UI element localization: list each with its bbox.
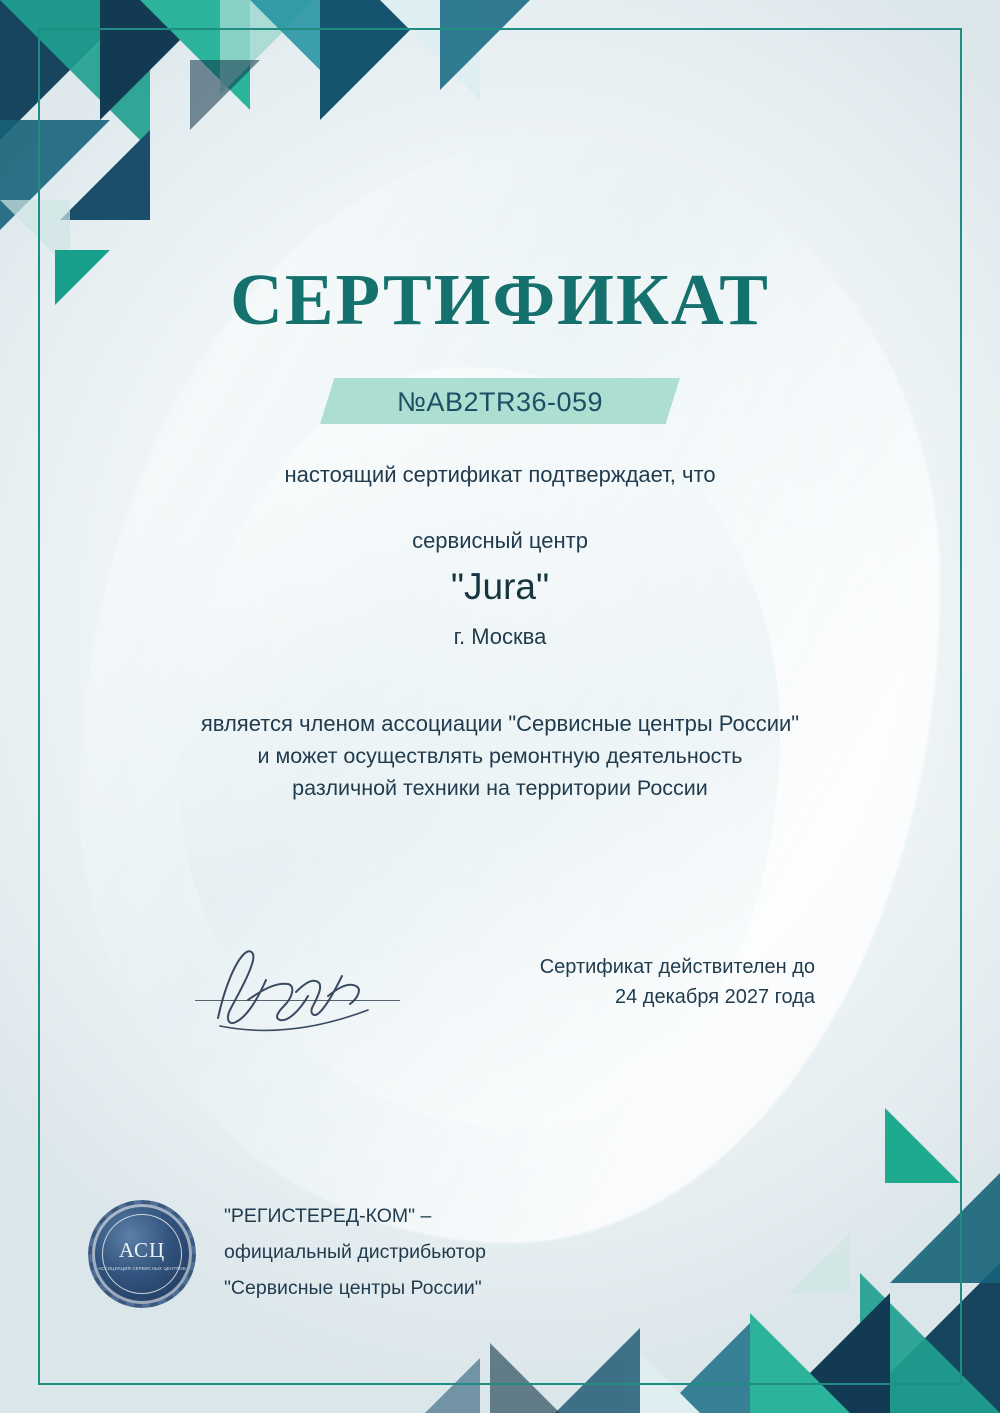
- city-label: г. Москва: [453, 624, 547, 649]
- body-line-1: является членом ассоциации "Сервисные центры России": [200, 711, 800, 736]
- signature-validity-row: [0, 940, 1000, 1060]
- footer-line-1: "РЕГИСТЕРЕД-КОМ" –: [224, 1205, 432, 1227]
- certificate-number: №AB2TR36-059: [396, 386, 604, 417]
- entity-type-label: сервисный центр: [412, 528, 588, 553]
- distributor-info: [224, 1198, 486, 1306]
- seal-main-text: АСЦ: [118, 1237, 166, 1262]
- footer-line-3: "Сервисные центры России": [224, 1277, 482, 1299]
- footer-block: [92, 1198, 486, 1306]
- certificate-number-banner: [397, 378, 603, 426]
- signature-image: [200, 940, 390, 1040]
- brand-name: "Jura": [450, 566, 550, 607]
- seal-sub-text: АССОЦИАЦИЯ СЕРВИСНЫХ ЦЕНТРОВ: [98, 1265, 186, 1271]
- certificate-statement: настоящий сертификат подтверждает, что: [284, 462, 716, 487]
- body-line-2: и может осуществлять ремонтную деятельность: [257, 744, 743, 768]
- validity-line-1: Сертификат действителен до: [539, 956, 815, 978]
- footer-line-2: официальный дистрибьютор: [224, 1241, 486, 1263]
- signature-rule: [195, 1000, 400, 1001]
- certificate-title: СЕРТИФИКАТ: [230, 259, 770, 340]
- seal-text: [92, 1204, 192, 1304]
- association-seal-icon: [92, 1204, 192, 1304]
- body-line-3: различной техники на территории России: [292, 776, 708, 800]
- validity-line-2: 24 декабря 2027 года: [614, 986, 815, 1008]
- certificate-body: [201, 708, 799, 804]
- validity-block: [540, 952, 815, 1012]
